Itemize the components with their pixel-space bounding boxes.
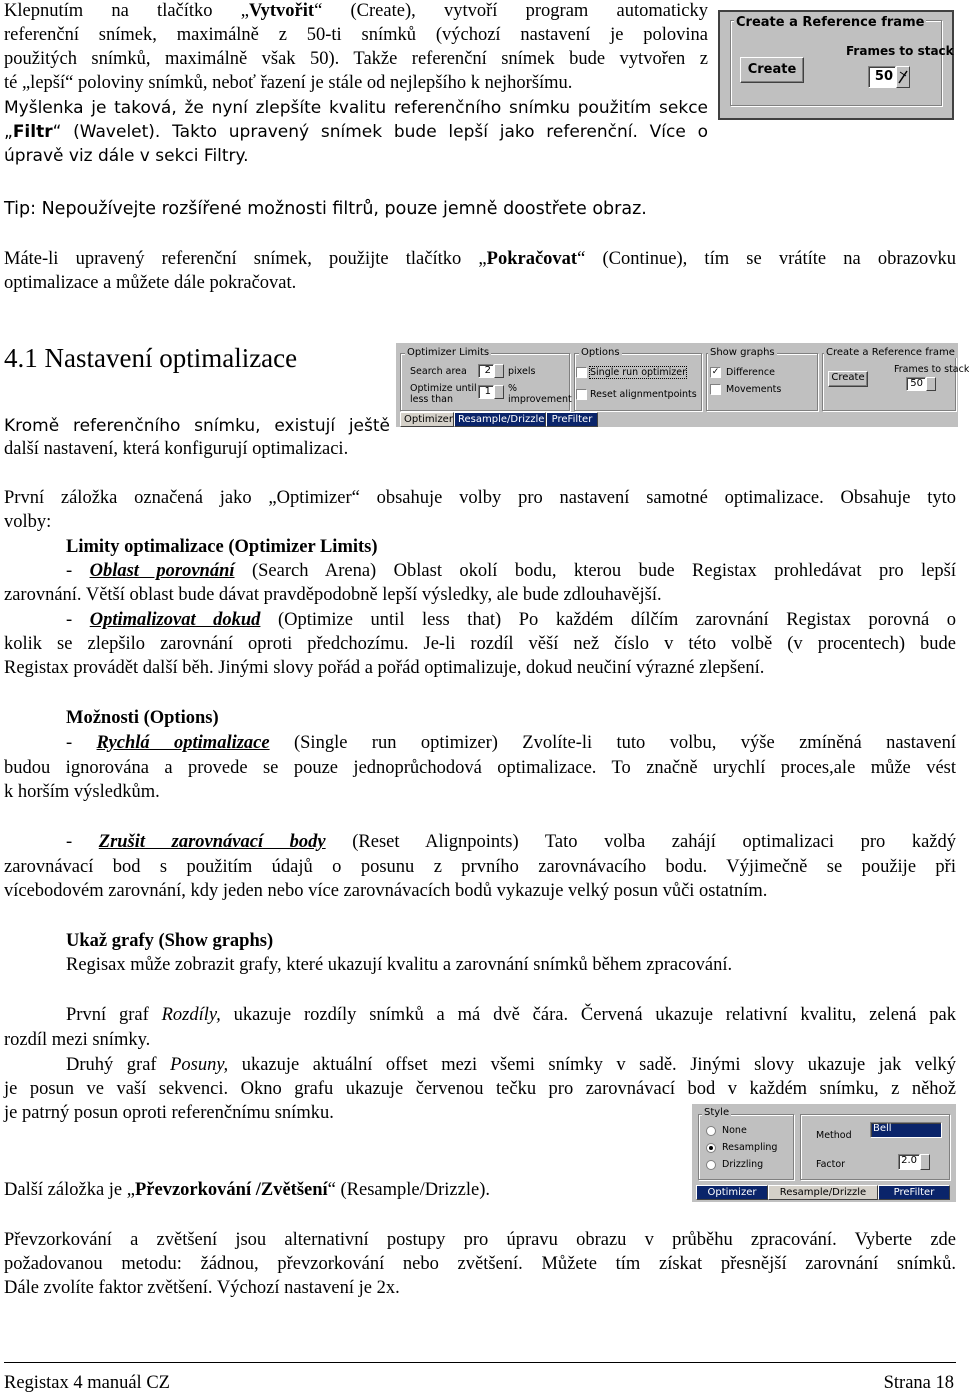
ss3-tab-prefilter[interactable]: PreFilter [878, 1185, 950, 1200]
limits-b-line-3: Registax provádět další běh. Jinými slovy pořád a pořád optimalizuje, dokud neučiní výrazné zlepšení. [4, 658, 765, 678]
movements-checkbox[interactable] [710, 384, 721, 395]
ss2-reference-title: Create a Reference frame [826, 347, 955, 358]
none-radio[interactable] [706, 1126, 716, 1136]
single-run-checkbox[interactable] [576, 367, 587, 378]
method-label: Method [816, 1130, 852, 1141]
final-line-1: Převzorkování a zvětšení jsou alternativní postupy pro úpravu obrazu v průběhu zpracování. Vyberte zde [4, 1230, 956, 1250]
section-line-1: Kromě referenčního snímku, existují ještě [4, 416, 390, 436]
intro-line-6: „Filtr“ (Wavelet). Takto upravený snímek bude lepší jako referenční. Více o [4, 122, 708, 142]
pixels-label: pixels [508, 366, 536, 377]
tip-text: Tip: Nepoužívejte rozšířené možnosti filtrů, pouze jemně doostřete obraz. [4, 199, 647, 219]
reset-ap-label: Reset alignmentpoints [590, 389, 697, 400]
limits-b-line-1: - Optimalizovat dokud (Optimize until less that) Po každém dílčím zarovnání Registax porovná o [66, 610, 956, 630]
reference-group-title: Create a Reference frame [736, 15, 925, 30]
limits-a-line-1: - Oblast porovnání (Search Arena) Oblast okolí bodu, kterou bude Registax prohledávat pro lepší [66, 561, 956, 581]
final-line-2: požadovanou metodu: žádnou, převzorkování nebo zvětšení. Můžete tím získat přesnější zarovnání snímků. [4, 1254, 956, 1274]
final-line-3: Dále zvolíte faktor zvětšení. Výchozí nastavení je 2x. [4, 1278, 400, 1298]
reset-ap-checkbox[interactable] [576, 389, 587, 400]
screenshot-resample-tab [692, 1104, 956, 1202]
options-b-line-3: vícebodovém zarovnání, kdy jeden nebo více zarovnávacích bodů vykazuje velký posun vůči ostatním. [4, 881, 768, 901]
difference-label: Difference [726, 367, 775, 378]
options-a-line-2: budou ignorována a provede se pouze jednoprůchodová optimalizace. To značně urychlí proces,ale může vést [4, 758, 956, 778]
ss2-tab-optimizer[interactable]: Optimizer [400, 412, 454, 427]
limits-a-line-2: zarovnání. Větší oblast bude dávat pravděpodobně lepší výsledky, ale bude zdlouhavější. [4, 585, 662, 605]
intro-line-7: úpravě viz dále v sekci Filtry. [4, 146, 249, 166]
graphs-g2-line-2: je posun ve vaší sekvenci. Okno grafu ukazuje červenou tečku pro zarovnávací bod v každém snímku, z něhož [4, 1079, 956, 1099]
search-area-input[interactable]: 2 [478, 364, 494, 378]
section-line-2: další nastavení, která konfigurují optimalizaci. [4, 439, 349, 459]
optimize-until-spinner[interactable] [494, 385, 504, 399]
difference-checkbox[interactable]: ✓ [711, 367, 720, 377]
none-label: None [722, 1125, 747, 1136]
optimizer-line-1: První záložka označená jako „Optimizer“ obsahuje volby pro nastavení samotné optimalizace. Obsahuje tyto [4, 488, 956, 508]
options-title: Options [581, 347, 620, 358]
frames-to-stack-label: Frames to stack [846, 44, 954, 58]
ss2-create-button[interactable]: Create [828, 371, 868, 387]
options-b-line-1: - Zrušit zarovnávací body (Reset Alignpoints) Tato volba zahájí optimalizaci pro každý [66, 832, 956, 852]
limits-heading: Limity optimalizace (Optimizer Limits) [66, 537, 378, 557]
frames-to-stack-input[interactable]: 50 [868, 66, 896, 88]
options-a-line-3: k horším výsledkům. [4, 782, 160, 802]
ss2-frames-input[interactable]: 50 [906, 377, 926, 391]
ss3-tab-optimizer[interactable]: Optimizer [696, 1185, 768, 1200]
frames-spinner[interactable] [896, 66, 910, 88]
optimize-until-label: Optimize until less than [410, 383, 477, 405]
intro-line-5: Myšlenka je taková, že nyní zlepšíte kvalitu referenčního snímku použitím sekce [4, 98, 708, 118]
search-area-label: Search area [410, 366, 467, 377]
options-heading: Možnosti (Options) [66, 708, 219, 728]
continue-line-2: optimalizace a můžete dále pokračovat. [4, 273, 297, 293]
method-select[interactable]: Bell [870, 1122, 942, 1138]
graphs-g1-line-2: rozdíl mezi snímky. [4, 1030, 151, 1050]
ss2-tab-resample[interactable]: Resample/Drizzle [454, 412, 546, 427]
graphs-g2-line-3: je patrný posun oproti referenčnímu snímku. [4, 1103, 334, 1123]
intro-line-2: referenční snímek, maximálně z 50-ti snímků (výchozí nastavení je polovina [4, 25, 708, 45]
options-group [574, 353, 702, 411]
search-area-spinner[interactable] [494, 364, 504, 378]
graphs-heading: Ukaž grafy (Show graphs) [66, 931, 274, 951]
options-b-line-2: zarovnávací bod s použitím údajů o posunu z prvního zarovnávacího bodu. Výjimečně se použije při [4, 857, 956, 877]
resampling-radio[interactable] [706, 1143, 716, 1153]
drizzling-label: Drizzling [722, 1159, 764, 1170]
optimizer-limits-title: Optimizer Limits [407, 347, 490, 358]
resample-line: Další záložka je „Převzorkování /Zvětšení“ (Resample/Drizzle). [4, 1180, 490, 1200]
graphs-g2-line-1: Druhý graf Posuny, ukazuje aktuální offset mezi všemi snímky v sadě. Jinými slovy ukazuje jak velký [66, 1055, 956, 1075]
options-a-line-1: - Rychlá optimalizace (Single run optimizer) Zvolíte-li tuto volbu, výše zmíněná nastavení [66, 733, 956, 753]
screenshot-create-reference [718, 10, 954, 120]
ss2-frames-label: Frames to stack [894, 364, 969, 375]
intro-line-3: použitých snímků, maximálně však 50). Takže referenční snímek bude vytvořen z [4, 49, 708, 69]
ss2-tab-prefilter[interactable]: PreFilter [546, 412, 598, 427]
graphs-g1-line-1: První graf Rozdíly, ukazuje rozdíly snímků a má dvě čára. Červená ukazuje relativní kvalitu, zelená pak [66, 1005, 956, 1025]
intro-line-1: Klepnutím na tlačítko „Vytvořit“ (Create), vytvoří program automaticky [4, 1, 708, 21]
optimize-until-input[interactable]: 1 [478, 385, 494, 399]
section-heading: 4.1 Nastavení optimalizace [4, 343, 298, 373]
screenshot-optimizer-tab [396, 343, 969, 427]
movements-label: Movements [726, 384, 782, 395]
continue-line-1: Máte-li upravený referenční snímek, použijte tlačítko „Pokračovat“ (Continue), tím se vrátíte na obrazovku [4, 249, 956, 269]
drizzling-radio[interactable] [706, 1160, 716, 1170]
ss2-frames-spinner[interactable] [926, 377, 936, 391]
single-run-label: Single run optimizer [590, 367, 687, 378]
show-graphs-title: Show graphs [710, 347, 775, 358]
optimizer-line-2: volby: [4, 512, 52, 532]
improvement-label: % improvement [508, 383, 572, 405]
footer-rule [4, 1362, 956, 1363]
footer-page-number: Strana 18 [883, 1373, 954, 1393]
factor-label: Factor [816, 1159, 846, 1170]
create-button[interactable]: Create [740, 57, 804, 83]
footer-left: Registax 4 manuál CZ [4, 1373, 170, 1393]
resampling-label: Resampling [722, 1142, 778, 1153]
factor-spinner[interactable] [920, 1154, 930, 1170]
intro-line-4: té „lepší“ poloviny snímků, neboť řazení je stále od nejlepšího k nejhoršímu. [4, 73, 573, 93]
limits-b-line-2: kolik se zlepšilo zarovnání oproti předchozímu. Je-li rozdíl věší než číslo v této volbě (v procentech) bude [4, 634, 956, 654]
style-title: Style [704, 1107, 730, 1118]
ss3-tab-resample[interactable]: Resample/Drizzle [768, 1185, 878, 1200]
show-graphs-group [706, 353, 818, 411]
factor-input[interactable]: 2.0 [898, 1154, 920, 1170]
graphs-line-1: Regisax může zobrazit grafy, které ukazují kvalitu a zarovnání snímků během zpracování. [66, 955, 733, 975]
